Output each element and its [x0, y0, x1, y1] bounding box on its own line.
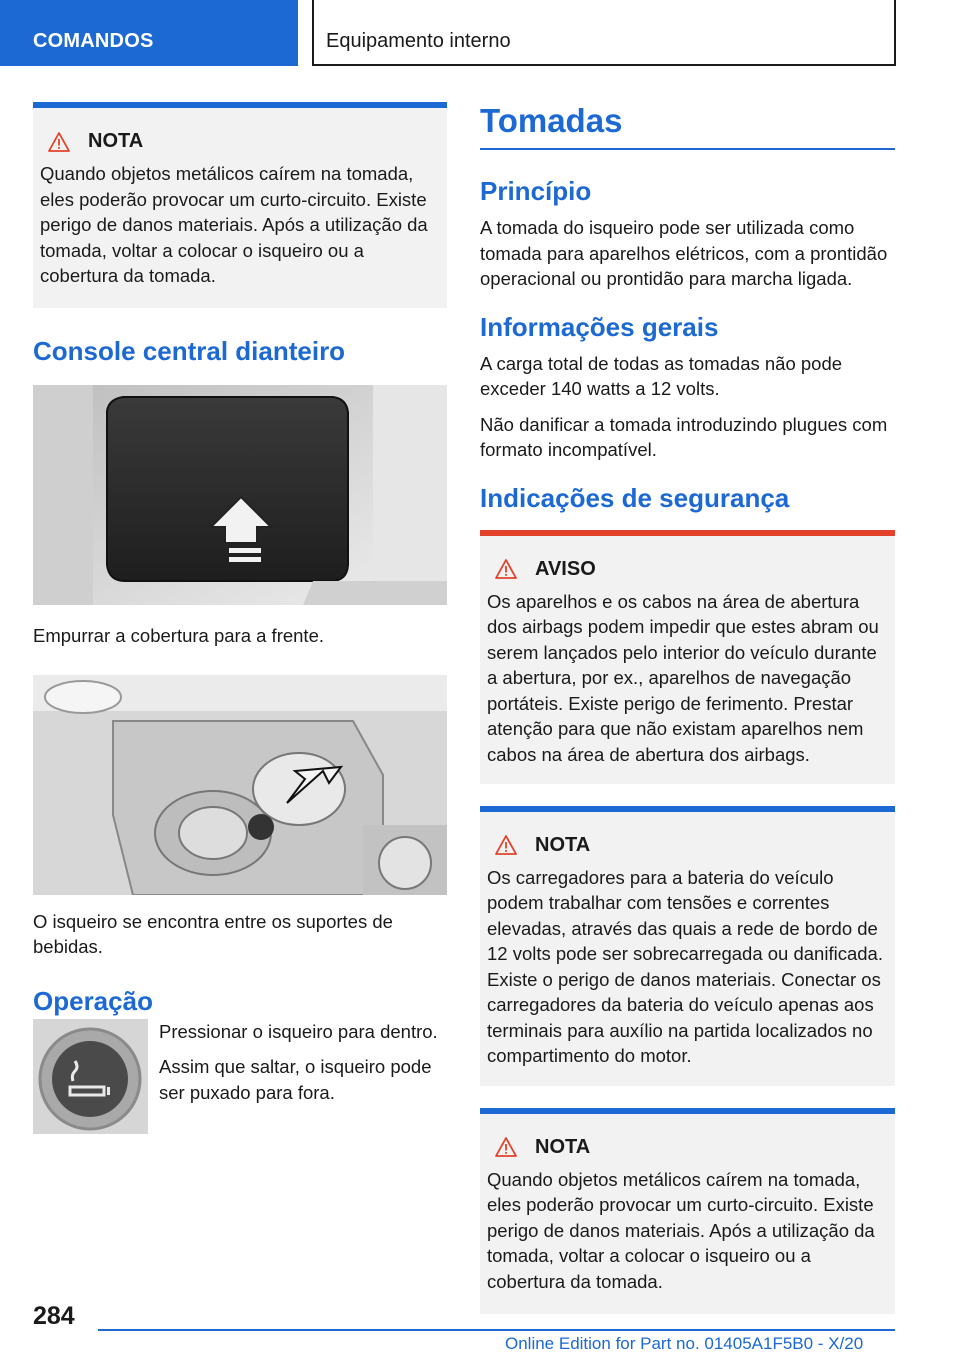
warning-triangle-icon	[48, 132, 70, 152]
operation-step-pull: Assim que saltar, o isqueiro pode ser puxado para fora.	[159, 1056, 432, 1103]
header-section-tab	[0, 0, 298, 66]
note-box-charger-title: NOTA	[487, 834, 888, 857]
note-box	[33, 102, 447, 308]
safety-heading: Indicações de segurança	[480, 482, 790, 513]
left-column	[33, 102, 447, 1134]
warning-triangle-icon	[495, 1137, 517, 1157]
cigarette-lighter-icon	[33, 1019, 148, 1134]
lighter-location-illustration	[33, 675, 447, 895]
header-chapter-tab	[312, 0, 896, 66]
warning-box-title: AVISO	[487, 558, 888, 581]
note-box-metal-title: NOTA	[487, 1136, 888, 1159]
right-column	[480, 102, 895, 1336]
operation-text	[159, 1019, 447, 1134]
note-box-title: NOTA	[40, 130, 440, 153]
note-box-text: Quando objetos metálicos caírem na tomada, eles poderão provocar um curto-circuito. Existe perigo de danos materiais. Após a utilização da tomada, voltar a colocar o isqueiro ou a cobertura da tomada.	[40, 163, 428, 286]
operation-row	[33, 1019, 447, 1134]
caption-lighter-location: O isqueiro se encontra entre os suportes de bebidas.	[33, 910, 393, 957]
principle-text: A tomada do isqueiro pode ser utilizada como tomada para aparelhos elétricos, com a prontidão operacional ou prontidão para marcha ligada.	[480, 217, 888, 289]
warning-triangle-icon	[495, 559, 517, 579]
console-cover-photo	[33, 385, 447, 605]
note-box-charger	[480, 806, 895, 1086]
operation-step-press: Pressionar o isqueiro para dentro.	[159, 1020, 438, 1042]
console-heading: Console central dianteiro	[33, 336, 346, 366]
lighter-location-photo	[33, 675, 447, 895]
warning-box-text: Os aparelhos e os cabos na área de abertura dos airbags podem impedir que estes abram ou serem lançados pelo interior do veículo durante a abertura, por ex., aparelhos de navegação portáteis. Existe perigo de ferimento. Prestar atenção para que não existam aparelhos nem cabos na área de abertura dos airbags.	[487, 590, 879, 765]
general-info-power: A carga total de todas as tomadas não pode exceder 140 watts a 12 volts.	[480, 352, 843, 399]
general-info-heading: Informações gerais	[480, 311, 719, 342]
footer-edition: Online Edition for Part no. 01405A1F5B0 - X/20	[505, 1334, 864, 1353]
header-chapter-label: Equipamento interno	[326, 30, 511, 52]
principle-heading: Princípio	[480, 176, 592, 206]
header-section-label: COMANDOS	[33, 30, 154, 52]
console-cover-illustration	[33, 385, 447, 605]
warning-box	[480, 530, 895, 784]
lighter-button-image	[33, 1019, 148, 1134]
page-number: 284	[33, 1302, 75, 1330]
operation-heading: Operação	[33, 985, 153, 1016]
note-box-metal	[480, 1108, 895, 1314]
note-box-metal-text: Quando objetos metálicos caírem na tomada, eles poderão provocar um curto-circuito. Existe perigo de danos materiais. Após a utilização da tomada, voltar a colocar o isqueiro ou a cobertura da tomada.	[487, 1168, 875, 1292]
page-title: Tomadas	[480, 102, 895, 150]
note-box-charger-text: Os carregadores para a bateria do veículo podem trabalhar com tensões e correntes elevadas, através das quais a rede de bordo de 12 volts pode ser sobrecarregada ou danificada. Existe o perigo de danos materiais. Conectar os carregadores da bateria do veículo apenas aos terminais para auxílio na partida localizados no compartimento do motor.	[487, 866, 883, 1066]
caption-push-cover: Empurrar a cobertura para a frente.	[33, 625, 325, 646]
general-info-plugs: Não danificar a tomada introduzindo plugues com formato incompatível.	[480, 413, 888, 460]
footer-divider	[98, 1329, 895, 1331]
warning-triangle-icon	[495, 835, 517, 855]
